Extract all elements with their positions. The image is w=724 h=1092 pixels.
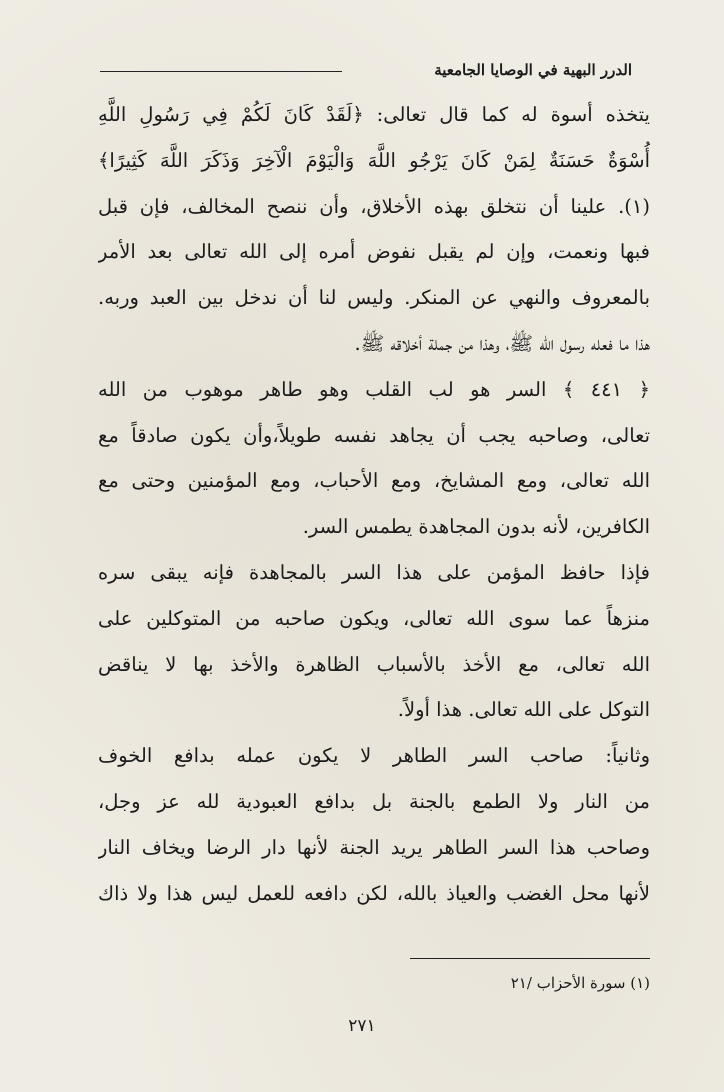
footnote-separator (410, 958, 650, 959)
text-line: فبها ونعمت، وإن لم يقبل نفوض أمره إلى الله تعالى بعد الأمر (98, 240, 650, 264)
text-line: أُسْوَةٌ حَسَنَةٌ لِمَنْ كَانَ يَرْجُو اللَّهَ وَالْيَوْمَ الْآخِرَ وَذَكَرَ اللَّهَ كَثِيرًا﴾ (98, 148, 650, 172)
text-line: هذا ما فعله رسول الله ﷺ، وهذا من جملة أخلاقه ﷺ. (354, 331, 650, 355)
header-rule (100, 71, 342, 72)
text-line: يتخذه أسوة له كما قال تعالى: ﴿لَقَدْ كَانَ لَكُمْ فِي رَسُولِ اللَّهِ (98, 103, 650, 126)
page-body (98, 92, 650, 916)
footnote: (١) سورة الأحزاب /٢١ (510, 974, 650, 992)
text-line: منزهاً عما سوى الله تعالى، ويكون صاحبه من المتوكلين على (98, 606, 650, 630)
text-line: ﴿ ٤٤١ ﴾ السر هو لب القلب وهو طاهر موهوب من الله (98, 377, 650, 401)
text-line: الله تعالى، ومع المشايخ، ومع الأحباب، ومع المؤمنين وحتى مع (98, 469, 650, 493)
text-line: من النار ولا الطمع بالجنة بل بدافع العبودية لله عز وجل، (98, 789, 650, 813)
text-line: بالمعروف والنهي عن المنكر. وليس لنا أن ندخل بين العبد وربه. (98, 286, 650, 310)
text-line: الكافرين، لأنه بدون المجاهدة يطمس السر. (302, 515, 650, 539)
text-line: الله تعالى، مع الأخذ بالأسباب الظاهرة والأخذ بها لا يناقض (98, 652, 650, 676)
running-header-title: الدرر البهية في الوصايا الجامعية (434, 61, 632, 79)
text-line: (١). علينا أن نتخلق بهذه الأخلاق، وأن ننصح المخالف، فإن قبل (98, 194, 650, 218)
text-line: لأنها محل الغضب والعياذ بالله، لكن دافعه للعمل ليس هذا ولا ذاك (98, 881, 650, 905)
page-number: ٢٧١ (348, 1016, 376, 1036)
text-line: التوكل على الله تعالى. هذا أولاً. (397, 698, 650, 722)
text-line: تعالى، وصاحبه يجب أن يجاهد نفسه طويلاً،وأن يكون صادقاً مع (98, 423, 650, 447)
text-line: فإذا حافظ المؤمن على هذا السر بالمجاهدة فإنه يبقى سره (98, 560, 650, 584)
text-line: وصاحب هذا السر الطاهر يريد الجنة لأنها دار الرضا ويخاف النار (98, 835, 650, 859)
text-line: وثانياً: صاحب السر الطاهر لا يكون عمله بدافع الخوف (98, 744, 650, 768)
